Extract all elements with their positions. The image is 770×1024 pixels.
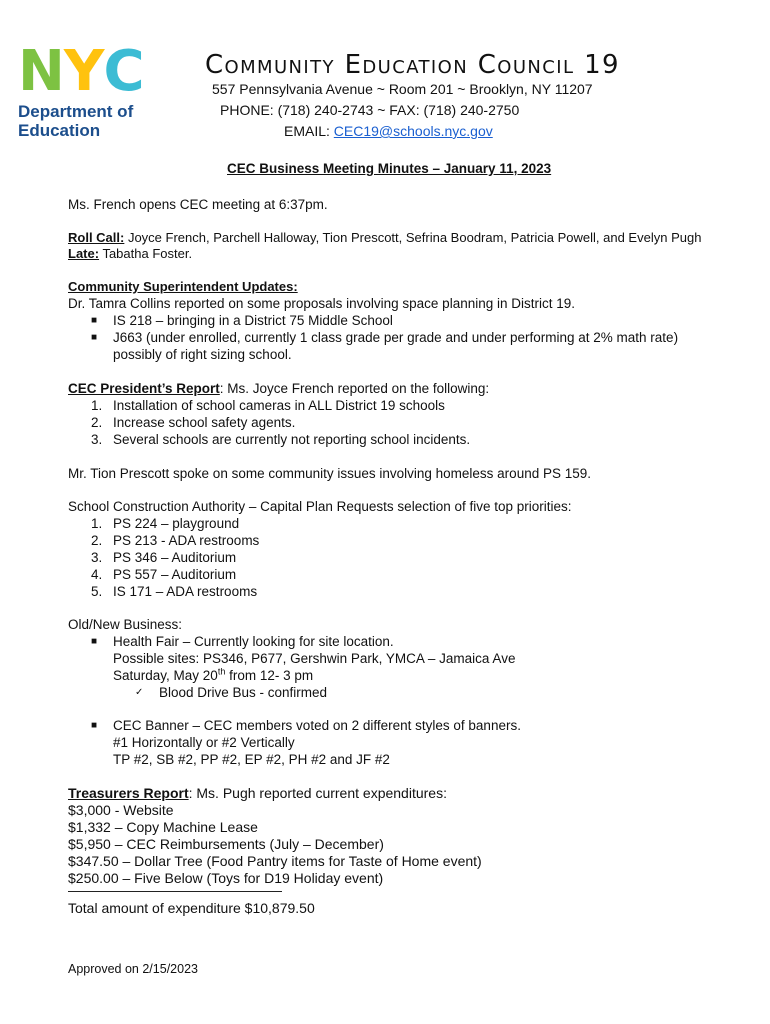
president-intro: : Ms. Joyce French reported on the following:	[219, 381, 490, 396]
list-item-continuation	[113, 751, 521, 768]
late-label: Late:	[68, 246, 100, 261]
list-item	[91, 312, 678, 329]
approved-date: Approved on 2/15/2023	[68, 962, 198, 976]
list-item: 3. PS 346 – Auditorium	[91, 550, 237, 565]
list-item-continuation	[113, 346, 678, 363]
list-item-text: TP #2, SB #2, PP #2, EP #2, PH #2 and JF #2	[113, 752, 390, 767]
treasurer-heading: Treasurers Report	[68, 785, 189, 801]
council-phone: PHONE: (718) 240-2743 ~ FAX: (718) 240-2750	[220, 102, 520, 118]
sca-intro: School Construction Authority – Capital Plan Requests selection of five top priorities:	[68, 499, 572, 514]
superintendent-list	[91, 312, 679, 363]
treasurer-intro: : Ms. Pugh reported current expenditures:	[188, 785, 447, 801]
expense-item: $3,000 - Website	[68, 802, 174, 818]
list-item-continuation	[113, 667, 515, 684]
list-item-text: Health Fair – Currently looking for site location.	[113, 634, 394, 649]
expense-item: $347.50 – Dollar Tree (Food Pantry items for Taste of Home event)	[68, 853, 482, 869]
list-item-text: J663 (under enrolled, currently 1 class grade per grade and under performing at 2% math rate)	[113, 330, 679, 345]
president-heading: CEC President’s Report	[68, 381, 220, 396]
list-item-text: Blood Drive Bus - confirmed	[159, 685, 328, 700]
bullet-icon: ■	[91, 720, 98, 731]
list-item: 2. Increase school safety agents.	[91, 415, 296, 430]
list-item	[91, 633, 515, 650]
president-report-line	[68, 380, 489, 397]
date-rest: from 12- 3 pm	[225, 668, 314, 683]
list-item-text: PS 224 – playground	[113, 516, 240, 531]
checkmark-icon: ✓	[135, 687, 144, 698]
president-list	[91, 397, 471, 448]
list-item: 2. PS 213 - ADA restrooms	[91, 533, 260, 548]
late-line	[68, 245, 192, 262]
email-link[interactable]: CEC19@schools.nyc.gov	[333, 123, 493, 139]
list-item	[91, 717, 521, 734]
nyc-logo-letters	[18, 39, 168, 104]
email-label: EMAIL:	[284, 123, 334, 139]
logo-letter-c: C	[103, 39, 142, 104]
roll-call	[68, 229, 701, 246]
list-item: 4. PS 557 – Auditorium	[91, 567, 237, 582]
council-title: Community Education Council 19	[205, 50, 620, 80]
expense-item: $1,332 – Copy Machine Lease	[68, 819, 258, 835]
expense-item: $5,950 – CEC Reimbursements (July – December)	[68, 836, 384, 852]
list-item: 3. Several schools are currently not reporting school incidents.	[91, 432, 471, 447]
list-item: 5. IS 171 – ADA restrooms	[91, 584, 258, 599]
list-item	[91, 329, 679, 346]
list-item-text: Possible sites: PS346, P677, Gershwin Park, YMCA – Jamaica Ave	[113, 651, 516, 666]
sca-priority-list	[91, 515, 260, 600]
list-item-text: IS 171 – ADA restrooms	[113, 584, 258, 599]
list-item-text: CEC Banner – CEC members voted on 2 different styles of banners.	[113, 718, 521, 733]
prescott-line: Mr. Tion Prescott spoke on some community issues involving homeless around PS 159.	[68, 466, 591, 481]
bullet-icon: ■	[91, 315, 98, 326]
list-item-text: PS 557 – Auditorium	[113, 567, 237, 582]
date-prefix: Saturday, May 20	[113, 668, 218, 683]
list-item-text: PS 346 – Auditorium	[113, 550, 237, 565]
expense-item: $250.00 – Five Below (Toys for D19 Holiday event)	[68, 870, 384, 886]
business-list-banner	[91, 717, 521, 768]
document-title: CEC Business Meeting Minutes – January 11, 2023	[227, 161, 552, 176]
business-list-health	[91, 633, 516, 701]
date-suffix: th	[217, 666, 226, 677]
list-item-text: PS 213 - ADA restrooms	[113, 533, 260, 548]
bullet-icon: ■	[91, 332, 98, 343]
superintendent-heading: Community Superintendent Updates:	[68, 279, 298, 294]
logo-letter-n: N	[18, 39, 62, 104]
list-item-sub	[113, 684, 515, 701]
list-item-continuation	[113, 734, 521, 751]
council-email-line	[284, 123, 493, 139]
logo-dept-line2: Education	[18, 121, 101, 140]
logo-dept-text	[18, 102, 168, 140]
logo-letter-y: Y	[63, 39, 102, 104]
superintendent-intro: Dr. Tamra Collins reported on some proposals involving space planning in District 19.	[68, 296, 576, 311]
nyc-doe-logo	[18, 39, 168, 148]
list-item-continuation	[113, 650, 515, 667]
list-item: 1. PS 224 – playground	[91, 516, 240, 531]
list-item-text: possibly of right sizing school.	[113, 347, 292, 362]
list-item-text: Several schools are currently not reporting school incidents.	[113, 432, 471, 447]
logo-dept-line1: Department of	[18, 102, 134, 121]
late-names: Tabatha Foster.	[99, 246, 193, 261]
roll-call-names: Joyce French, Parchell Halloway, Tion Prescott, Sefrina Boodram, Patricia Powell, and Evelyn Pugh	[124, 230, 702, 245]
total-divider	[68, 883, 282, 892]
bullet-icon: ■	[91, 636, 98, 647]
opening-line: Ms. French opens CEC meeting at 6:37pm.	[68, 197, 328, 212]
business-heading: Old/New Business:	[68, 617, 183, 632]
roll-call-label: Roll Call:	[68, 230, 125, 245]
expense-total: Total amount of expenditure $10,879.50	[68, 900, 315, 916]
list-item: 1. Installation of school cameras in ALL District 19 schools	[91, 398, 445, 413]
list-item-text: IS 218 – bringing in a District 75 Middle School	[113, 313, 393, 328]
treasurer-report-line	[68, 785, 447, 802]
list-item-text: #1 Horizontally or #2 Vertically	[113, 735, 295, 750]
list-item-text: Installation of school cameras in ALL District 19 schools	[113, 398, 445, 413]
list-item-text: Increase school safety agents.	[113, 415, 296, 430]
council-address: 557 Pennsylvania Avenue ~ Room 201 ~ Brooklyn, NY 11207	[212, 81, 593, 97]
